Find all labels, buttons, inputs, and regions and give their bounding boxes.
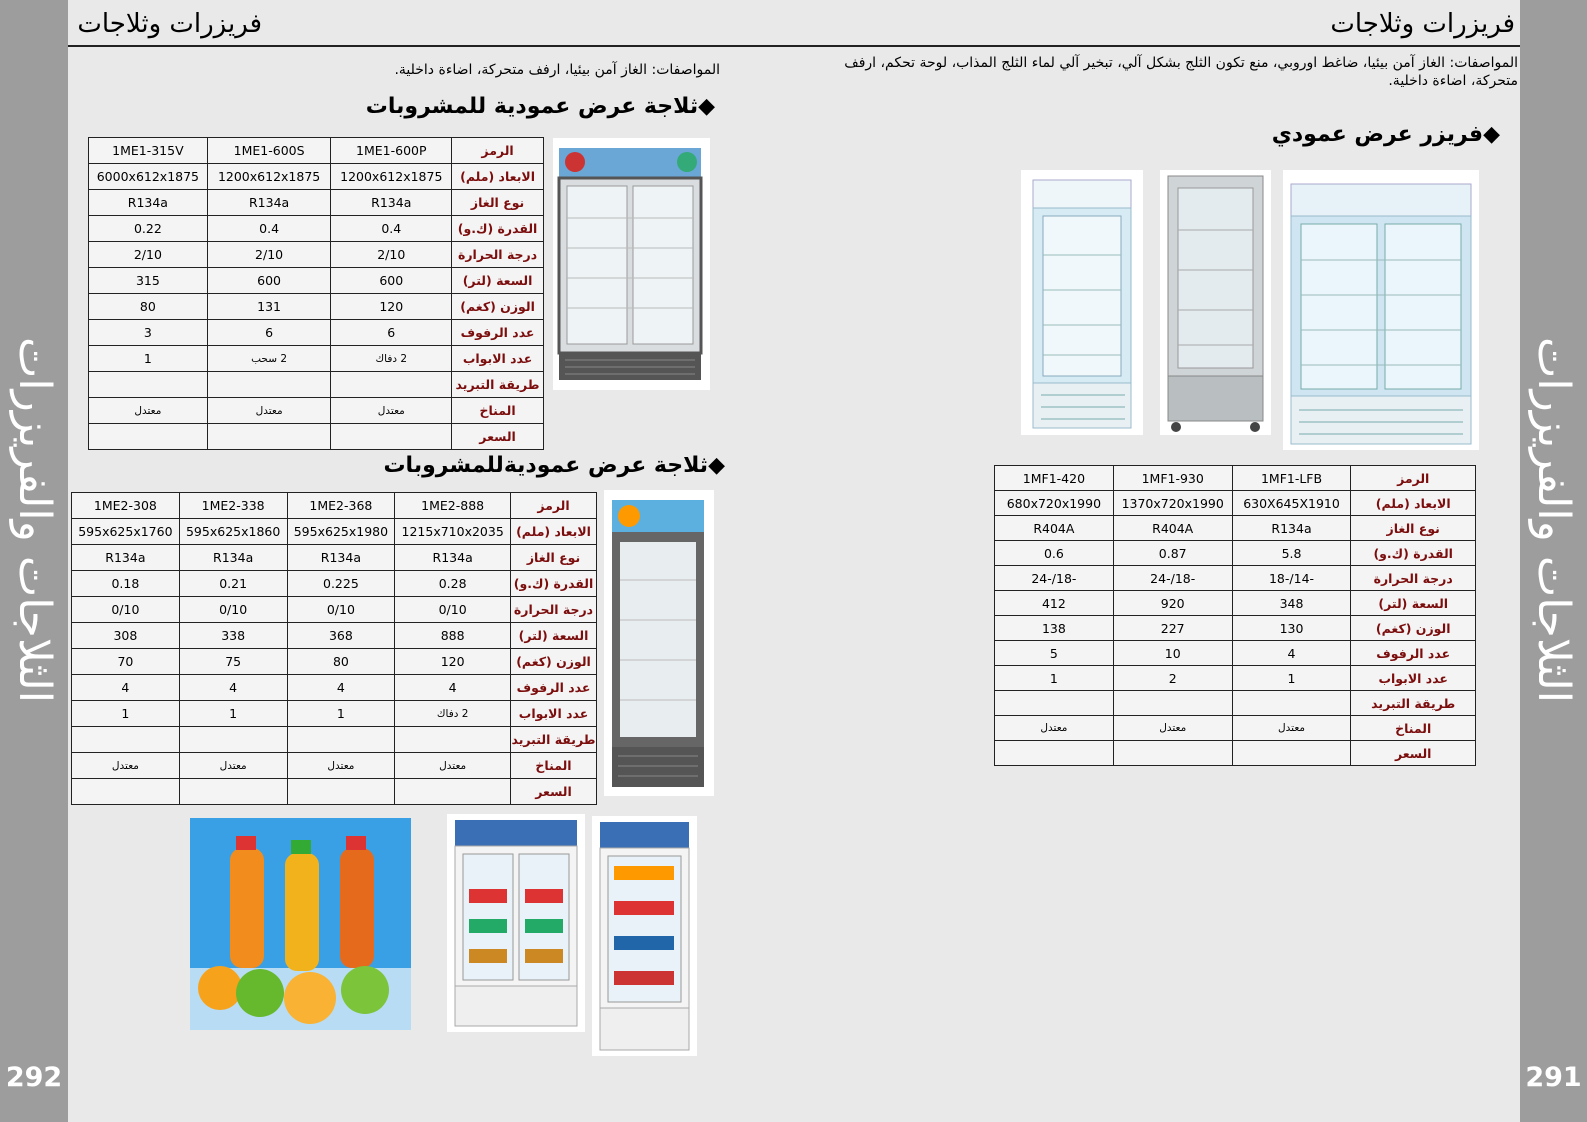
table-cell: معتدل	[179, 753, 287, 779]
table-cell: 0.4	[331, 216, 452, 242]
table-cell: 2/10	[331, 242, 452, 268]
table-cell	[1232, 691, 1351, 716]
table-cell: 6	[207, 320, 331, 346]
table-cell: 0.4	[207, 216, 331, 242]
row-label-cell: عدد الرفوف	[511, 675, 597, 701]
row-label-cell: طريقة التبريد	[511, 727, 597, 753]
table-cell: 2 دفاك	[331, 346, 452, 372]
row-label-cell: طريقة التبريد	[452, 372, 544, 398]
row-label-cell: السعر	[511, 779, 597, 805]
table-header-row	[89, 138, 544, 164]
row-label-cell: السعر	[1351, 741, 1476, 766]
table-cell: 80	[287, 649, 395, 675]
right-page-header: فريزرات وثلاجات	[1330, 9, 1515, 39]
row-label-cell: نوع الغاز	[452, 190, 544, 216]
table-cell: معتدل	[207, 398, 331, 424]
table-row	[995, 741, 1476, 766]
table-row	[89, 372, 544, 398]
table-cell: R404A	[1113, 516, 1232, 541]
left-spec-table-2	[71, 492, 597, 805]
table-cell	[995, 691, 1114, 716]
model-code-cell: 1ME2-368	[287, 493, 395, 519]
table-cell: 138	[995, 616, 1114, 641]
table-cell: 4	[72, 675, 180, 701]
row-label-cell: المناخ	[1351, 716, 1476, 741]
row-label-cell: المناخ	[452, 398, 544, 424]
table-cell: 348	[1232, 591, 1351, 616]
table-cell	[1113, 741, 1232, 766]
table-cell: 0.22	[89, 216, 208, 242]
table-cell: 920	[1113, 591, 1232, 616]
table-cell: 0.225	[287, 571, 395, 597]
row-label-cell: درجة الحرارة	[511, 597, 597, 623]
table-cell: 4	[287, 675, 395, 701]
table-row	[89, 424, 544, 450]
table-cell: 0.18	[72, 571, 180, 597]
table-cell: R134a	[72, 545, 180, 571]
table-cell: -14/-18	[1232, 566, 1351, 591]
table-cell: R134a	[179, 545, 287, 571]
table-row	[89, 268, 544, 294]
row-label-cell: الرمز	[452, 138, 544, 164]
row-label-cell: السعة (لتر)	[511, 623, 597, 649]
table-cell: R134a	[1232, 516, 1351, 541]
left-sidebar	[0, 0, 68, 1122]
double-door-drinks-cooler-image	[447, 814, 585, 1032]
left-page-number: 292	[5, 1062, 63, 1093]
table-cell	[207, 372, 331, 398]
table-cell	[1113, 691, 1232, 716]
table-row	[72, 753, 597, 779]
table-cell: 0/10	[72, 597, 180, 623]
single-door-freezer-white-image	[1021, 170, 1143, 435]
table-cell: 120	[395, 649, 511, 675]
table-cell: 131	[207, 294, 331, 320]
table-cell: 0/10	[179, 597, 287, 623]
row-label-cell: السعة (لتر)	[452, 268, 544, 294]
table-cell: 227	[1113, 616, 1232, 641]
table-cell: R134a	[287, 545, 395, 571]
model-code-cell: 1MF1-420	[995, 466, 1114, 491]
row-label-cell: عدد الرفوف	[1351, 641, 1476, 666]
table-row	[72, 675, 597, 701]
table-cell: 80	[89, 294, 208, 320]
table-cell	[207, 424, 331, 450]
table-cell: 1	[179, 701, 287, 727]
right-page-number: 291	[1525, 1062, 1582, 1093]
row-label-cell: القدرة (ك.و)	[511, 571, 597, 597]
table-row	[89, 216, 544, 242]
table-row	[995, 666, 1476, 691]
model-code-cell: 1ME1-600P	[331, 138, 452, 164]
table-row	[89, 190, 544, 216]
row-label-cell: الوزن (كغم)	[452, 294, 544, 320]
table-row	[72, 649, 597, 675]
table-cell: 1370x720x1990	[1113, 491, 1232, 516]
row-label-cell: الابعاد (ملم)	[452, 164, 544, 190]
table-cell: 70	[72, 649, 180, 675]
table-cell: 5.8	[1232, 541, 1351, 566]
table-cell: 3	[89, 320, 208, 346]
table-cell: 4	[1232, 641, 1351, 666]
table-cell: R134a	[331, 190, 452, 216]
double-door-freezer-image	[1283, 170, 1479, 450]
table-cell	[89, 424, 208, 450]
table-cell: 1	[89, 346, 208, 372]
single-door-freezer-steel-image	[1160, 170, 1271, 435]
table-row	[89, 398, 544, 424]
table-cell: معتدل	[331, 398, 452, 424]
table-cell: 2/10	[89, 242, 208, 268]
table-row	[995, 641, 1476, 666]
table-cell: 595x625x1860	[179, 519, 287, 545]
table-cell: 1	[287, 701, 395, 727]
table-cell: -18/-24	[995, 566, 1114, 591]
beverage-bottles-ad-image	[190, 818, 411, 1030]
table-cell: 0/10	[287, 597, 395, 623]
table-cell: 338	[179, 623, 287, 649]
table-row	[89, 242, 544, 268]
table-row	[72, 727, 597, 753]
row-label-cell: عدد الابواب	[1351, 666, 1476, 691]
table-cell: 0.6	[995, 541, 1114, 566]
table-cell: 600	[331, 268, 452, 294]
table-cell	[995, 741, 1114, 766]
table-row	[72, 779, 597, 805]
table-cell	[331, 424, 452, 450]
table-cell: معتدل	[89, 398, 208, 424]
left-spec-table-1	[88, 137, 544, 450]
row-label-cell: السعر	[452, 424, 544, 450]
table-row	[72, 623, 597, 649]
model-code-cell: 1ME1-315V	[89, 138, 208, 164]
table-row	[89, 320, 544, 346]
table-cell: 6000x612x1875	[89, 164, 208, 190]
table-cell: معتدل	[1232, 716, 1351, 741]
table-cell: 368	[287, 623, 395, 649]
table-row	[72, 571, 597, 597]
table-row	[89, 346, 544, 372]
row-label-cell: درجة الحرارة	[452, 242, 544, 268]
table-cell	[395, 727, 511, 753]
table-cell	[179, 779, 287, 805]
model-code-cell: 1ME2-888	[395, 493, 511, 519]
table-row	[995, 591, 1476, 616]
table-cell: معتدل	[1113, 716, 1232, 741]
row-label-cell: المناخ	[511, 753, 597, 779]
table-cell: 1215x710x2035	[395, 519, 511, 545]
table-row	[995, 541, 1476, 566]
row-label-cell: الابعاد (ملم)	[511, 519, 597, 545]
table-row	[995, 616, 1476, 641]
header-rule	[68, 45, 1520, 47]
table-header-row	[72, 493, 597, 519]
row-label-cell: السعة (لتر)	[1351, 591, 1476, 616]
table-cell: 1	[1232, 666, 1351, 691]
table-row	[995, 566, 1476, 591]
left-sidebar-title: الثلاجات والفريزرات	[9, 336, 60, 703]
right-sidebar-title: الثلاجات والفريزرات	[1528, 336, 1579, 703]
table-cell: 120	[331, 294, 452, 320]
table-row	[72, 597, 597, 623]
row-label-cell: الابعاد (ملم)	[1351, 491, 1476, 516]
left-section2-title: ◆ثلاجة عرض عموديةللمشروبات	[383, 453, 725, 478]
table-cell	[331, 372, 452, 398]
table-cell: 600	[207, 268, 331, 294]
left-section1-title: ◆ثلاجة عرض عمودية للمشروبات	[365, 94, 715, 119]
row-label-cell: عدد الابواب	[511, 701, 597, 727]
row-label-cell: نوع الغاز	[511, 545, 597, 571]
single-door-drinks-cooler-image	[592, 816, 697, 1056]
table-cell: معتدل	[287, 753, 395, 779]
table-cell: 2 سحب	[207, 346, 331, 372]
table-cell: 595x625x1760	[72, 519, 180, 545]
table-cell: 1200x612x1875	[207, 164, 331, 190]
table-cell: 595x625x1980	[287, 519, 395, 545]
table-cell	[395, 779, 511, 805]
table-cell	[287, 779, 395, 805]
table-cell: R404A	[995, 516, 1114, 541]
table-cell: 2 دفاك	[395, 701, 511, 727]
table-cell: -18/-24	[1113, 566, 1232, 591]
model-code-cell: 1ME1-600S	[207, 138, 331, 164]
table-cell: 4	[179, 675, 287, 701]
row-label-cell: القدرة (ك.و)	[1351, 541, 1476, 566]
model-code-cell: 1MF1-LFB	[1232, 466, 1351, 491]
table-row	[995, 491, 1476, 516]
right-section1-title: ◆فريزر عرض عمودي	[1271, 122, 1500, 147]
table-cell	[1232, 741, 1351, 766]
row-label-cell: درجة الحرارة	[1351, 566, 1476, 591]
table-cell: 308	[72, 623, 180, 649]
table-cell: 630X645X1910	[1232, 491, 1351, 516]
table-row	[72, 545, 597, 571]
row-label-cell: طريقة التبريد	[1351, 691, 1476, 716]
left-spec-text: المواصفات: الغاز آمن بيئيا، ارفف متحركة، اضاءة داخلية.	[394, 62, 720, 78]
table-cell	[72, 779, 180, 805]
table-row	[995, 516, 1476, 541]
table-cell: 10	[1113, 641, 1232, 666]
table-cell: 888	[395, 623, 511, 649]
row-label-cell: الرمز	[511, 493, 597, 519]
table-cell: 130	[1232, 616, 1351, 641]
row-label-cell: الوزن (كغم)	[1351, 616, 1476, 641]
model-code-cell: 1ME2-338	[179, 493, 287, 519]
table-cell: 0/10	[395, 597, 511, 623]
model-code-cell: 1ME2-308	[72, 493, 180, 519]
table-cell: معتدل	[395, 753, 511, 779]
row-label-cell: القدرة (ك.و)	[452, 216, 544, 242]
single-door-beverage-fridge-image	[604, 490, 714, 796]
row-label-cell: الرمز	[1351, 466, 1476, 491]
table-cell: 2	[1113, 666, 1232, 691]
table-cell: R134a	[89, 190, 208, 216]
table-cell: معتدل	[995, 716, 1114, 741]
table-cell: 1	[995, 666, 1114, 691]
table-cell: 680x720x1990	[995, 491, 1114, 516]
table-cell: 1	[72, 701, 180, 727]
right-spec-table-1	[994, 465, 1476, 766]
table-cell: 5	[995, 641, 1114, 666]
table-row	[995, 691, 1476, 716]
table-cell: 412	[995, 591, 1114, 616]
table-cell: R134a	[395, 545, 511, 571]
table-cell: 2/10	[207, 242, 331, 268]
row-label-cell: نوع الغاز	[1351, 516, 1476, 541]
table-cell: 1200x612x1875	[331, 164, 452, 190]
table-cell: 6	[331, 320, 452, 346]
table-header-row	[995, 466, 1476, 491]
table-cell	[179, 727, 287, 753]
table-cell	[287, 727, 395, 753]
table-row	[995, 716, 1476, 741]
right-spec-text: المواصفات: الغاز آمن بيئيا، ضاغط اوروبي، منع تكون الثلج بشكل آلي، تبخير آلي لماء الثلج المذاب، لوحة تحكم، ارفف متحركة، اضاءة داخلية.	[844, 55, 1518, 89]
left-page-header: فريزرات وثلاجات	[77, 9, 262, 39]
table-cell: معتدل	[72, 753, 180, 779]
table-cell: 0.28	[395, 571, 511, 597]
table-cell: 0.21	[179, 571, 287, 597]
table-row	[89, 164, 544, 190]
right-sidebar	[1520, 0, 1587, 1122]
table-cell: 0.87	[1113, 541, 1232, 566]
row-label-cell: عدد الرفوف	[452, 320, 544, 346]
double-door-beverage-fridge-image	[553, 138, 710, 390]
table-cell	[89, 372, 208, 398]
row-label-cell: عدد الابواب	[452, 346, 544, 372]
table-cell	[72, 727, 180, 753]
table-cell: 75	[179, 649, 287, 675]
model-code-cell: 1MF1-930	[1113, 466, 1232, 491]
table-cell: 315	[89, 268, 208, 294]
table-cell: 4	[395, 675, 511, 701]
row-label-cell: الوزن (كغم)	[511, 649, 597, 675]
table-row	[72, 519, 597, 545]
table-row	[89, 294, 544, 320]
table-cell: R134a	[207, 190, 331, 216]
table-row	[72, 701, 597, 727]
